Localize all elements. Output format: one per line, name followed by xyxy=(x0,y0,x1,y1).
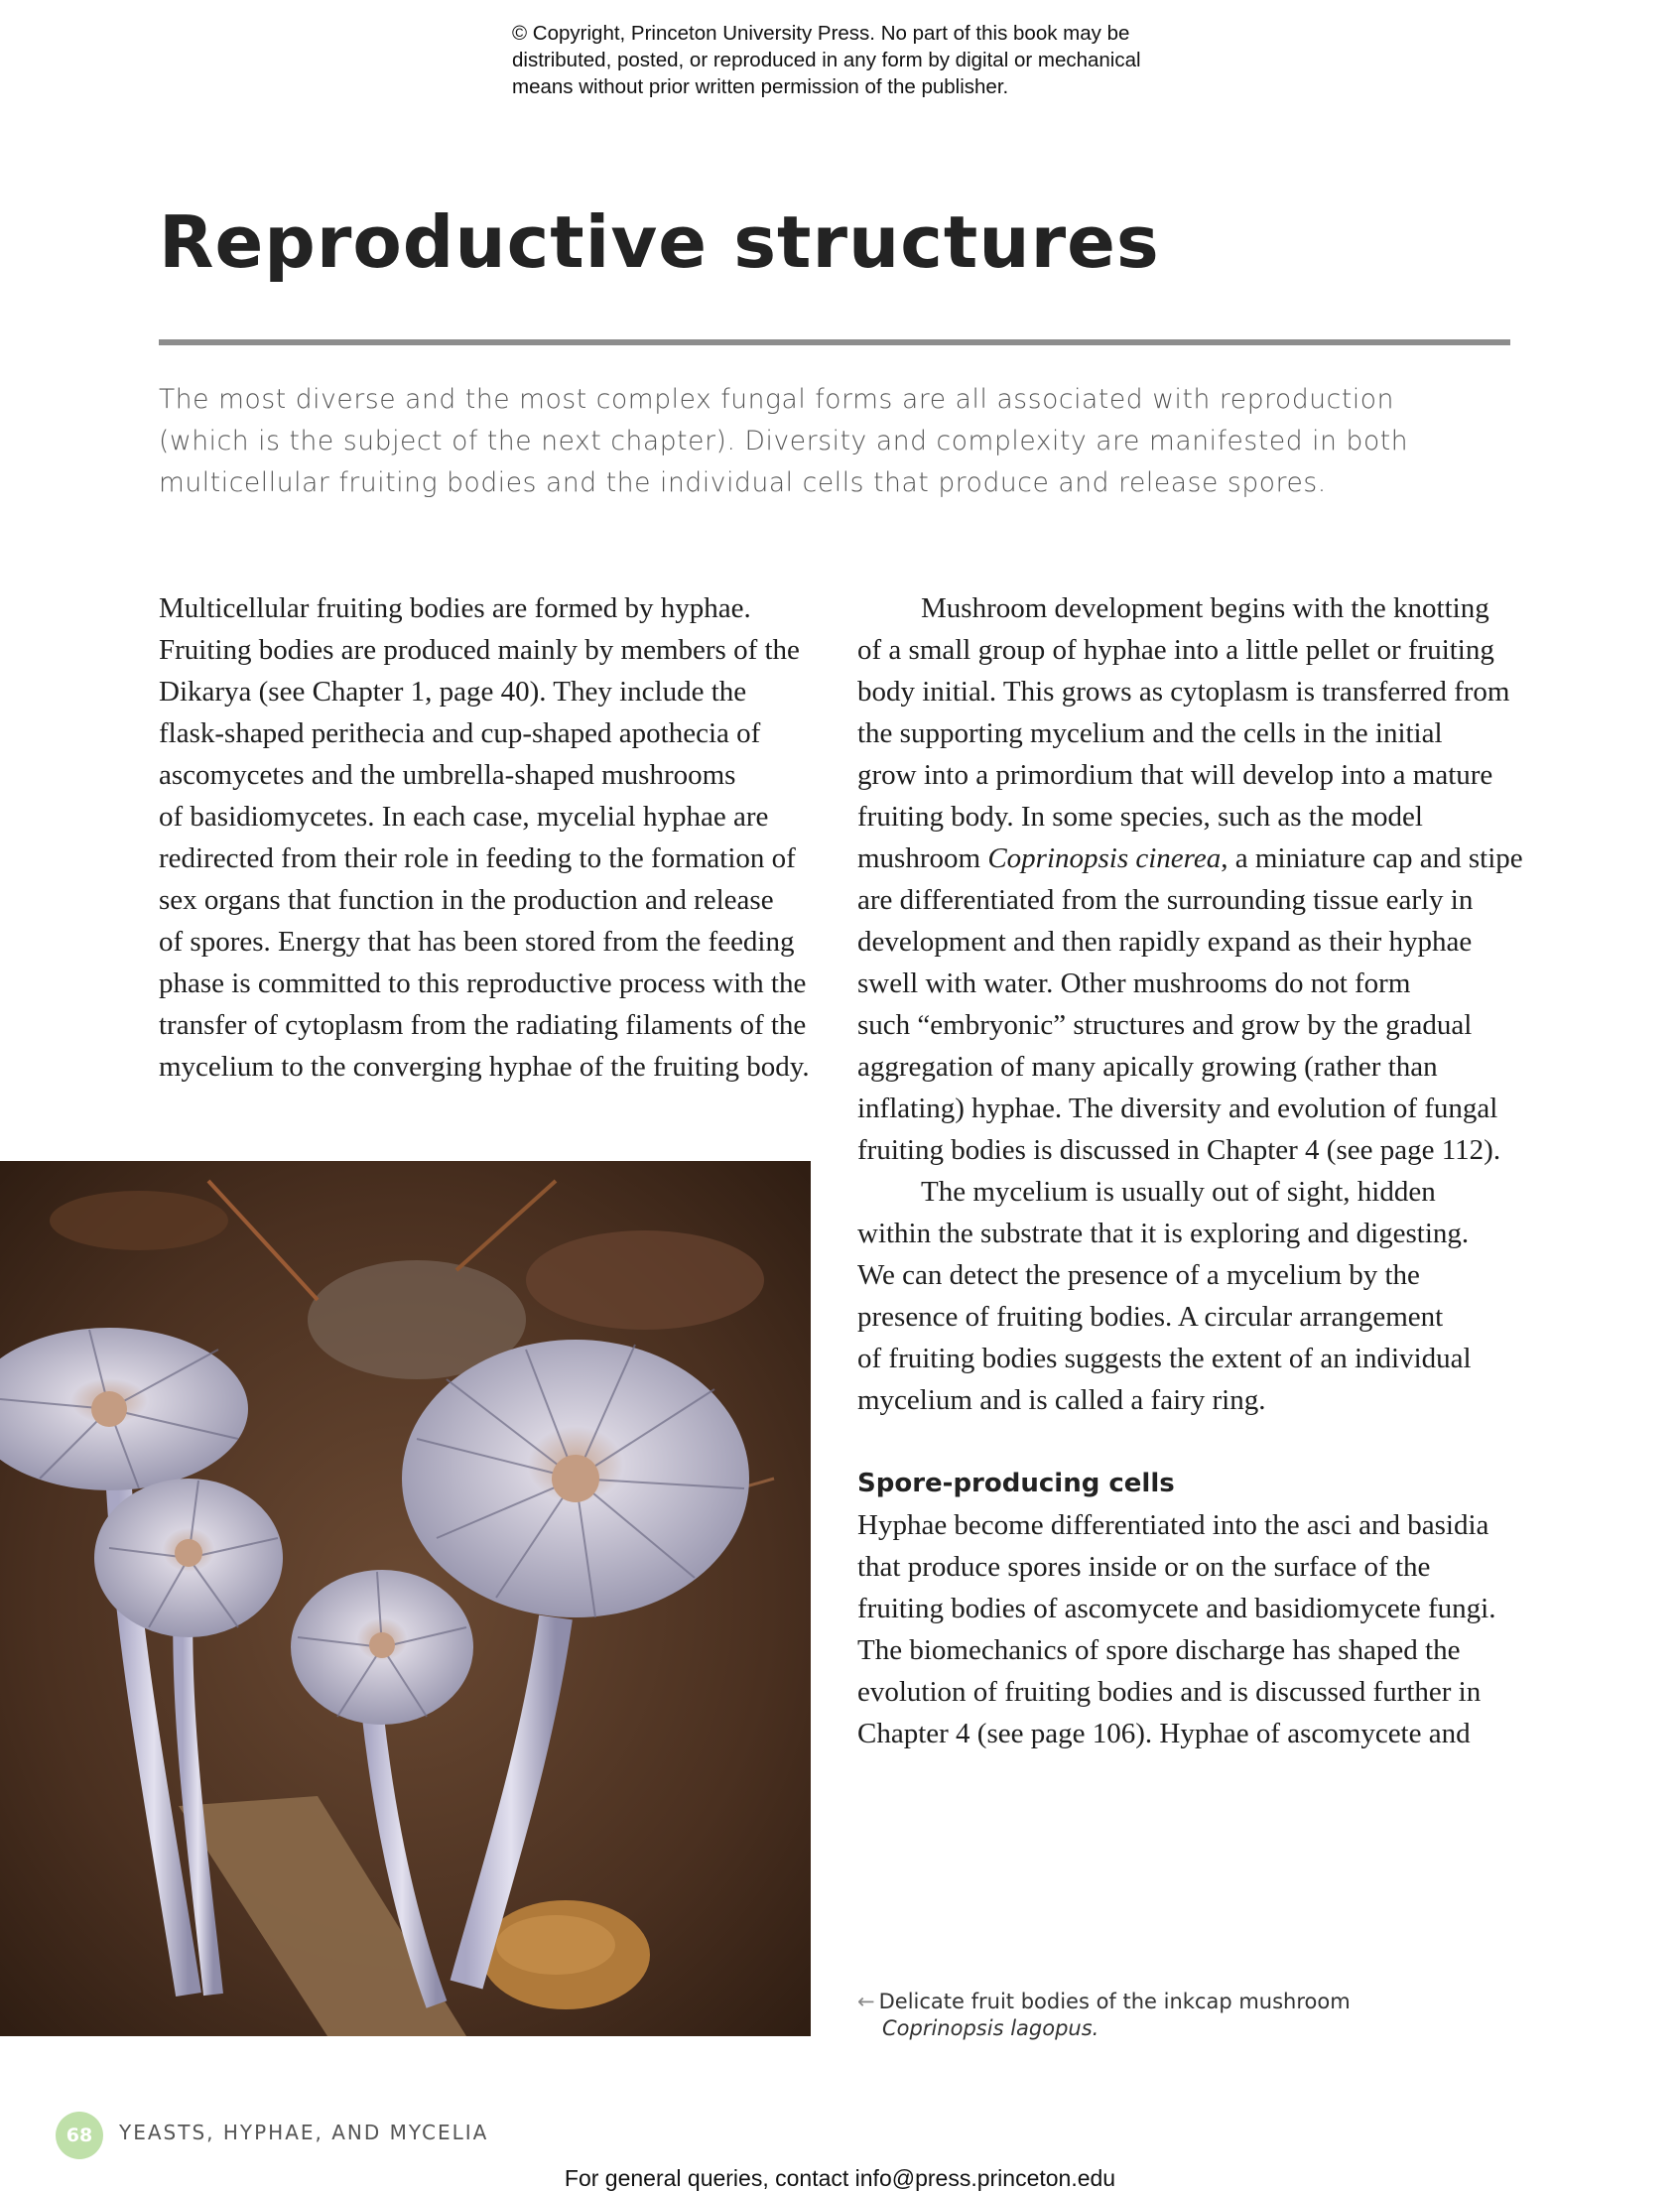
caption-arrow-icon: ← xyxy=(857,1990,875,2013)
body-line: Chapter 4 (see page 106). Hyphae of ascomycete and xyxy=(857,1718,1471,1749)
body-line: Multicellular fruiting bodies are formed by hyphae. xyxy=(159,592,751,624)
inkcap-mushroom-photo xyxy=(0,1161,811,2036)
body-line: The mycelium is usually out of sight, hidden xyxy=(921,1176,1436,1208)
body-line: Fruiting bodies are produced mainly by members of the xyxy=(159,634,800,666)
body-text: mushroom xyxy=(857,842,988,874)
body-line: phase is committed to this reproductive process with the xyxy=(159,967,807,999)
body-line: The biomechanics of spore discharge has shaped the xyxy=(857,1634,1461,1666)
body-line: redirected from their role in feeding to the formation of xyxy=(159,842,796,874)
body-line: Mushroom development begins with the knotting xyxy=(921,592,1489,624)
body-line: of basidiomycetes. In each case, mycelial hyphae are xyxy=(159,801,769,833)
caption-species: Coprinopsis lagopus. xyxy=(882,2016,1099,2040)
body-text: , a miniature cap and stipe xyxy=(1221,842,1523,874)
body-line: development and then rapidly expand as their hyphae xyxy=(857,926,1473,958)
title-divider xyxy=(159,339,1510,345)
copyright-notice xyxy=(512,20,1207,100)
body-line: evolution of fruiting bodies and is discussed further in xyxy=(857,1676,1482,1708)
caption-line: Delicate fruit bodies of the inkcap mushroom xyxy=(878,1990,1351,2013)
right-column-text xyxy=(857,587,1523,1754)
body-line: within the substrate that it is exploring and digesting. xyxy=(857,1218,1470,1249)
section-subheading: Spore-producing cells xyxy=(857,1469,1175,1498)
intro-paragraph xyxy=(159,379,1518,504)
body-line: sex organs that function in the production and release xyxy=(159,884,774,916)
body-line: that produce spores inside or on the surface of the xyxy=(857,1551,1431,1583)
page-number-badge: 68 xyxy=(56,2112,103,2159)
body-line: Dikarya (see Chapter 1, page 40). They include the xyxy=(159,676,747,708)
body-line: are differentiated from the surrounding tissue early in xyxy=(857,884,1474,916)
body-line xyxy=(857,838,1523,879)
body-line: the supporting mycelium and the cells in the initial xyxy=(857,717,1443,749)
body-line: of a small group of hyphae into a little pellet or fruiting xyxy=(857,634,1494,666)
body-line: fruiting bodies of ascomycete and basidiomycete fungi. xyxy=(857,1593,1496,1624)
intro-line: multicellular fruiting bodies and the individual cells that produce and release spores. xyxy=(159,467,1327,498)
body-line: of spores. Energy that has been stored from the feeding xyxy=(159,926,795,958)
running-head: YEASTS, HYPHAE, AND MYCELIA xyxy=(119,2121,489,2144)
body-line: body initial. This grows as cytoplasm is transferred from xyxy=(857,676,1510,708)
footer-contact: For general queries, contact info@press.princeton.edu xyxy=(564,2165,1116,2191)
left-column-text xyxy=(159,587,814,1088)
copyright-line: © Copyright, Princeton University Press. No part of this book may be xyxy=(512,22,1130,45)
intro-line: (which is the subject of the next chapter). Diversity and complexity are manifested in both xyxy=(159,426,1409,456)
species-name: Coprinopsis cinerea xyxy=(987,842,1222,874)
body-line: presence of fruiting bodies. A circular arrangement xyxy=(857,1301,1444,1333)
body-line: grow into a primordium that will develop into a mature xyxy=(857,759,1493,791)
intro-line: The most diverse and the most complex fungal forms are all associated with reproduction xyxy=(159,384,1394,415)
body-line: such “embryonic” structures and grow by the gradual xyxy=(857,1009,1473,1041)
body-line: fruiting bodies is discussed in Chapter 4 (see page 112). xyxy=(857,1134,1501,1166)
body-line: mycelium to the converging hyphae of the fruiting body. xyxy=(159,1051,810,1083)
body-line: inflating) hyphae. The diversity and evolution of fungal xyxy=(857,1093,1498,1124)
body-line: of fruiting bodies suggests the extent of an individual xyxy=(857,1343,1472,1374)
page-title: Reproductive structures xyxy=(159,200,1160,284)
body-line: transfer of cytoplasm from the radiating filaments of the xyxy=(159,1009,807,1041)
body-line: fruiting body. In some species, such as the model xyxy=(857,801,1423,833)
body-line: mycelium and is called a fairy ring. xyxy=(857,1384,1266,1416)
body-line: swell with water. Other mushrooms do not form xyxy=(857,967,1411,999)
body-line: flask-shaped perithecia and cup-shaped apothecia of xyxy=(159,717,761,749)
photo-caption xyxy=(857,1989,1512,2042)
body-line: Hyphae become differentiated into the asci and basidia xyxy=(857,1509,1489,1541)
body-line: ascomycetes and the umbrella-shaped mushrooms xyxy=(159,759,736,791)
body-line: We can detect the presence of a mycelium by the xyxy=(857,1259,1420,1291)
copyright-line: distributed, posted, or reproduced in any form by digital or mechanical xyxy=(512,49,1141,71)
copyright-line: means without prior written permission of the publisher. xyxy=(512,75,1009,98)
body-line: aggregation of many apically growing (rather than xyxy=(857,1051,1438,1083)
